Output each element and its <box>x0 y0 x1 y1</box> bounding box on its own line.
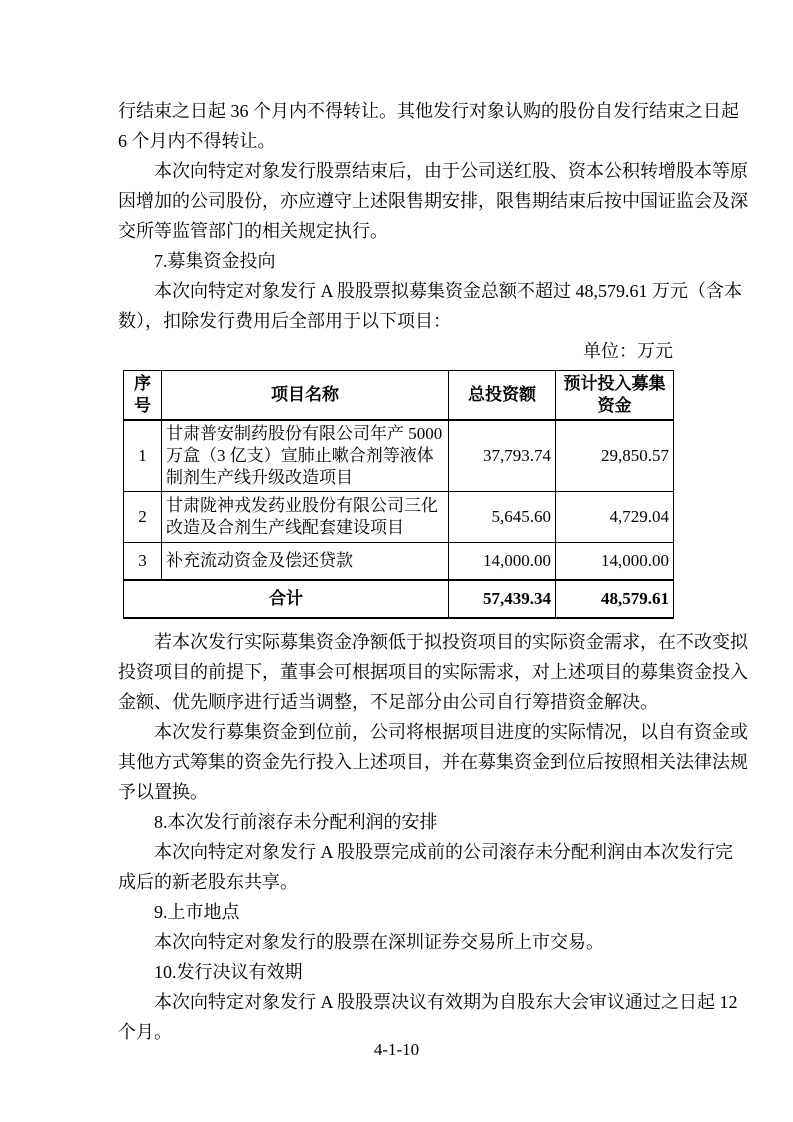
cell-total-investment: 14,000.00 <box>449 543 556 581</box>
section-heading <box>118 246 675 276</box>
section-heading-text: 8.本次发行前滚存未分配利润的安排 <box>154 812 438 832</box>
section-heading <box>118 807 675 837</box>
section-heading <box>118 897 675 927</box>
paragraph-line: 交所等监管部门的相关规定执行。 <box>118 221 388 241</box>
cell-raised-fund: 14,000.00 <box>556 543 674 581</box>
cell-seq-no: 1 <box>124 420 162 492</box>
section-heading-text: 9.上市地点 <box>154 902 240 922</box>
cell-project-name: 甘肃陇神戎发药业股份有限公司三化改造及合剂生产线配套建设项目 <box>162 492 449 543</box>
paragraph-line: 数），扣除发行费用后全部用于以下项目： <box>118 311 451 331</box>
paragraph-line: 金额、优先顺序进行适当调整，不足部分由公司自行筹措资金解决。 <box>118 692 658 712</box>
paragraph <box>118 837 734 897</box>
section-heading-text: 10.发行决议有效期 <box>154 962 303 982</box>
table-row <box>124 420 674 492</box>
paragraph <box>118 156 748 246</box>
paragraph <box>118 276 743 336</box>
table-header-row <box>124 371 674 421</box>
section-heading <box>118 957 675 987</box>
table-unit-note: 单位：万元 <box>583 341 673 361</box>
table-total-row <box>124 580 674 618</box>
paragraph-line: 本次向特定对象发行股票结束后，由于公司送红股、资本公积转增股本等原 <box>154 161 748 181</box>
paragraph-line: 本次发行募集资金到位前，公司将根据项目进度的实际情况，以自有资金或 <box>154 722 748 742</box>
cell-raised-fund: 29,850.57 <box>556 420 674 492</box>
cell-raised-fund-sum: 48,579.61 <box>556 580 674 618</box>
table-row <box>124 492 674 543</box>
paragraph-line: 本次向特定对象发行 A 股股票完成前的公司滚存未分配利润由本次发行完 <box>154 842 734 862</box>
paragraph-line: 个月。 <box>118 1022 172 1042</box>
paragraph-line: 若本次发行实际募集资金净额低于拟投资项目的实际资金需求，在不改变拟 <box>154 632 748 652</box>
paragraph-line: 本次向特定对象发行 A 股股票拟募集资金总额不超过 48,579.61 万元（含本 <box>154 281 743 301</box>
paragraph-line: 投资项目的前提下，董事会可根据项目的实际需求，对上述项目的募集资金投入 <box>118 662 748 682</box>
fund-use-table <box>123 370 674 619</box>
header-total-investment: 总投资额 <box>449 371 556 421</box>
cell-raised-fund: 4,729.04 <box>556 492 674 543</box>
header-seq-no: 序号 <box>124 371 162 421</box>
section-heading-text: 7.募集资金投向 <box>154 251 276 271</box>
paragraph-line: 予以置换。 <box>118 782 208 802</box>
header-project-name: 项目名称 <box>162 371 449 421</box>
paragraph-line: 本次向特定对象发行的股票在深圳证券交易所上市交易。 <box>154 932 604 952</box>
cell-total-label: 合计 <box>124 580 449 618</box>
paragraph <box>118 96 739 156</box>
cell-project-name: 补充流动资金及偿还贷款 <box>162 543 449 581</box>
cell-seq-no: 3 <box>124 543 162 581</box>
paragraph-line: 成后的新老股东共享。 <box>118 872 298 892</box>
paragraph <box>118 927 675 957</box>
paragraph-line: 行结束之日起 36 个月内不得转让。其他发行对象认购的股份自发行结束之日起 <box>118 101 739 121</box>
paragraph-line: 其他方式筹集的资金先行投入上述项目，并在募集资金到位后按照相关法律法规 <box>118 752 748 772</box>
paragraph-line: 6 个月内不得转让。 <box>118 131 276 151</box>
page-number: 4-1-10 <box>373 1040 420 1059</box>
table-row <box>124 543 674 581</box>
cell-seq-no: 2 <box>124 492 162 543</box>
paragraph-line: 本次向特定对象发行 A 股股票决议有效期为自股东大会审议通过之日起 12 <box>154 992 738 1012</box>
paragraph <box>118 627 748 717</box>
cell-total-investment-sum: 57,439.34 <box>449 580 556 618</box>
cell-total-investment: 37,793.74 <box>449 420 556 492</box>
cell-total-investment: 5,645.60 <box>449 492 556 543</box>
cell-project-name: 甘肃普安制药股份有限公司年产 5000 万盒（3 亿支）宣肺止嗽合剂等液体制剂生产线升级改造项目 <box>162 420 449 492</box>
paragraph <box>118 717 748 807</box>
paragraph-line: 因增加的公司股份，亦应遵守上述限售期安排，限售期结束后按中国证监会及深 <box>118 191 748 211</box>
header-raised-fund: 预计投入募集资金 <box>556 371 674 421</box>
